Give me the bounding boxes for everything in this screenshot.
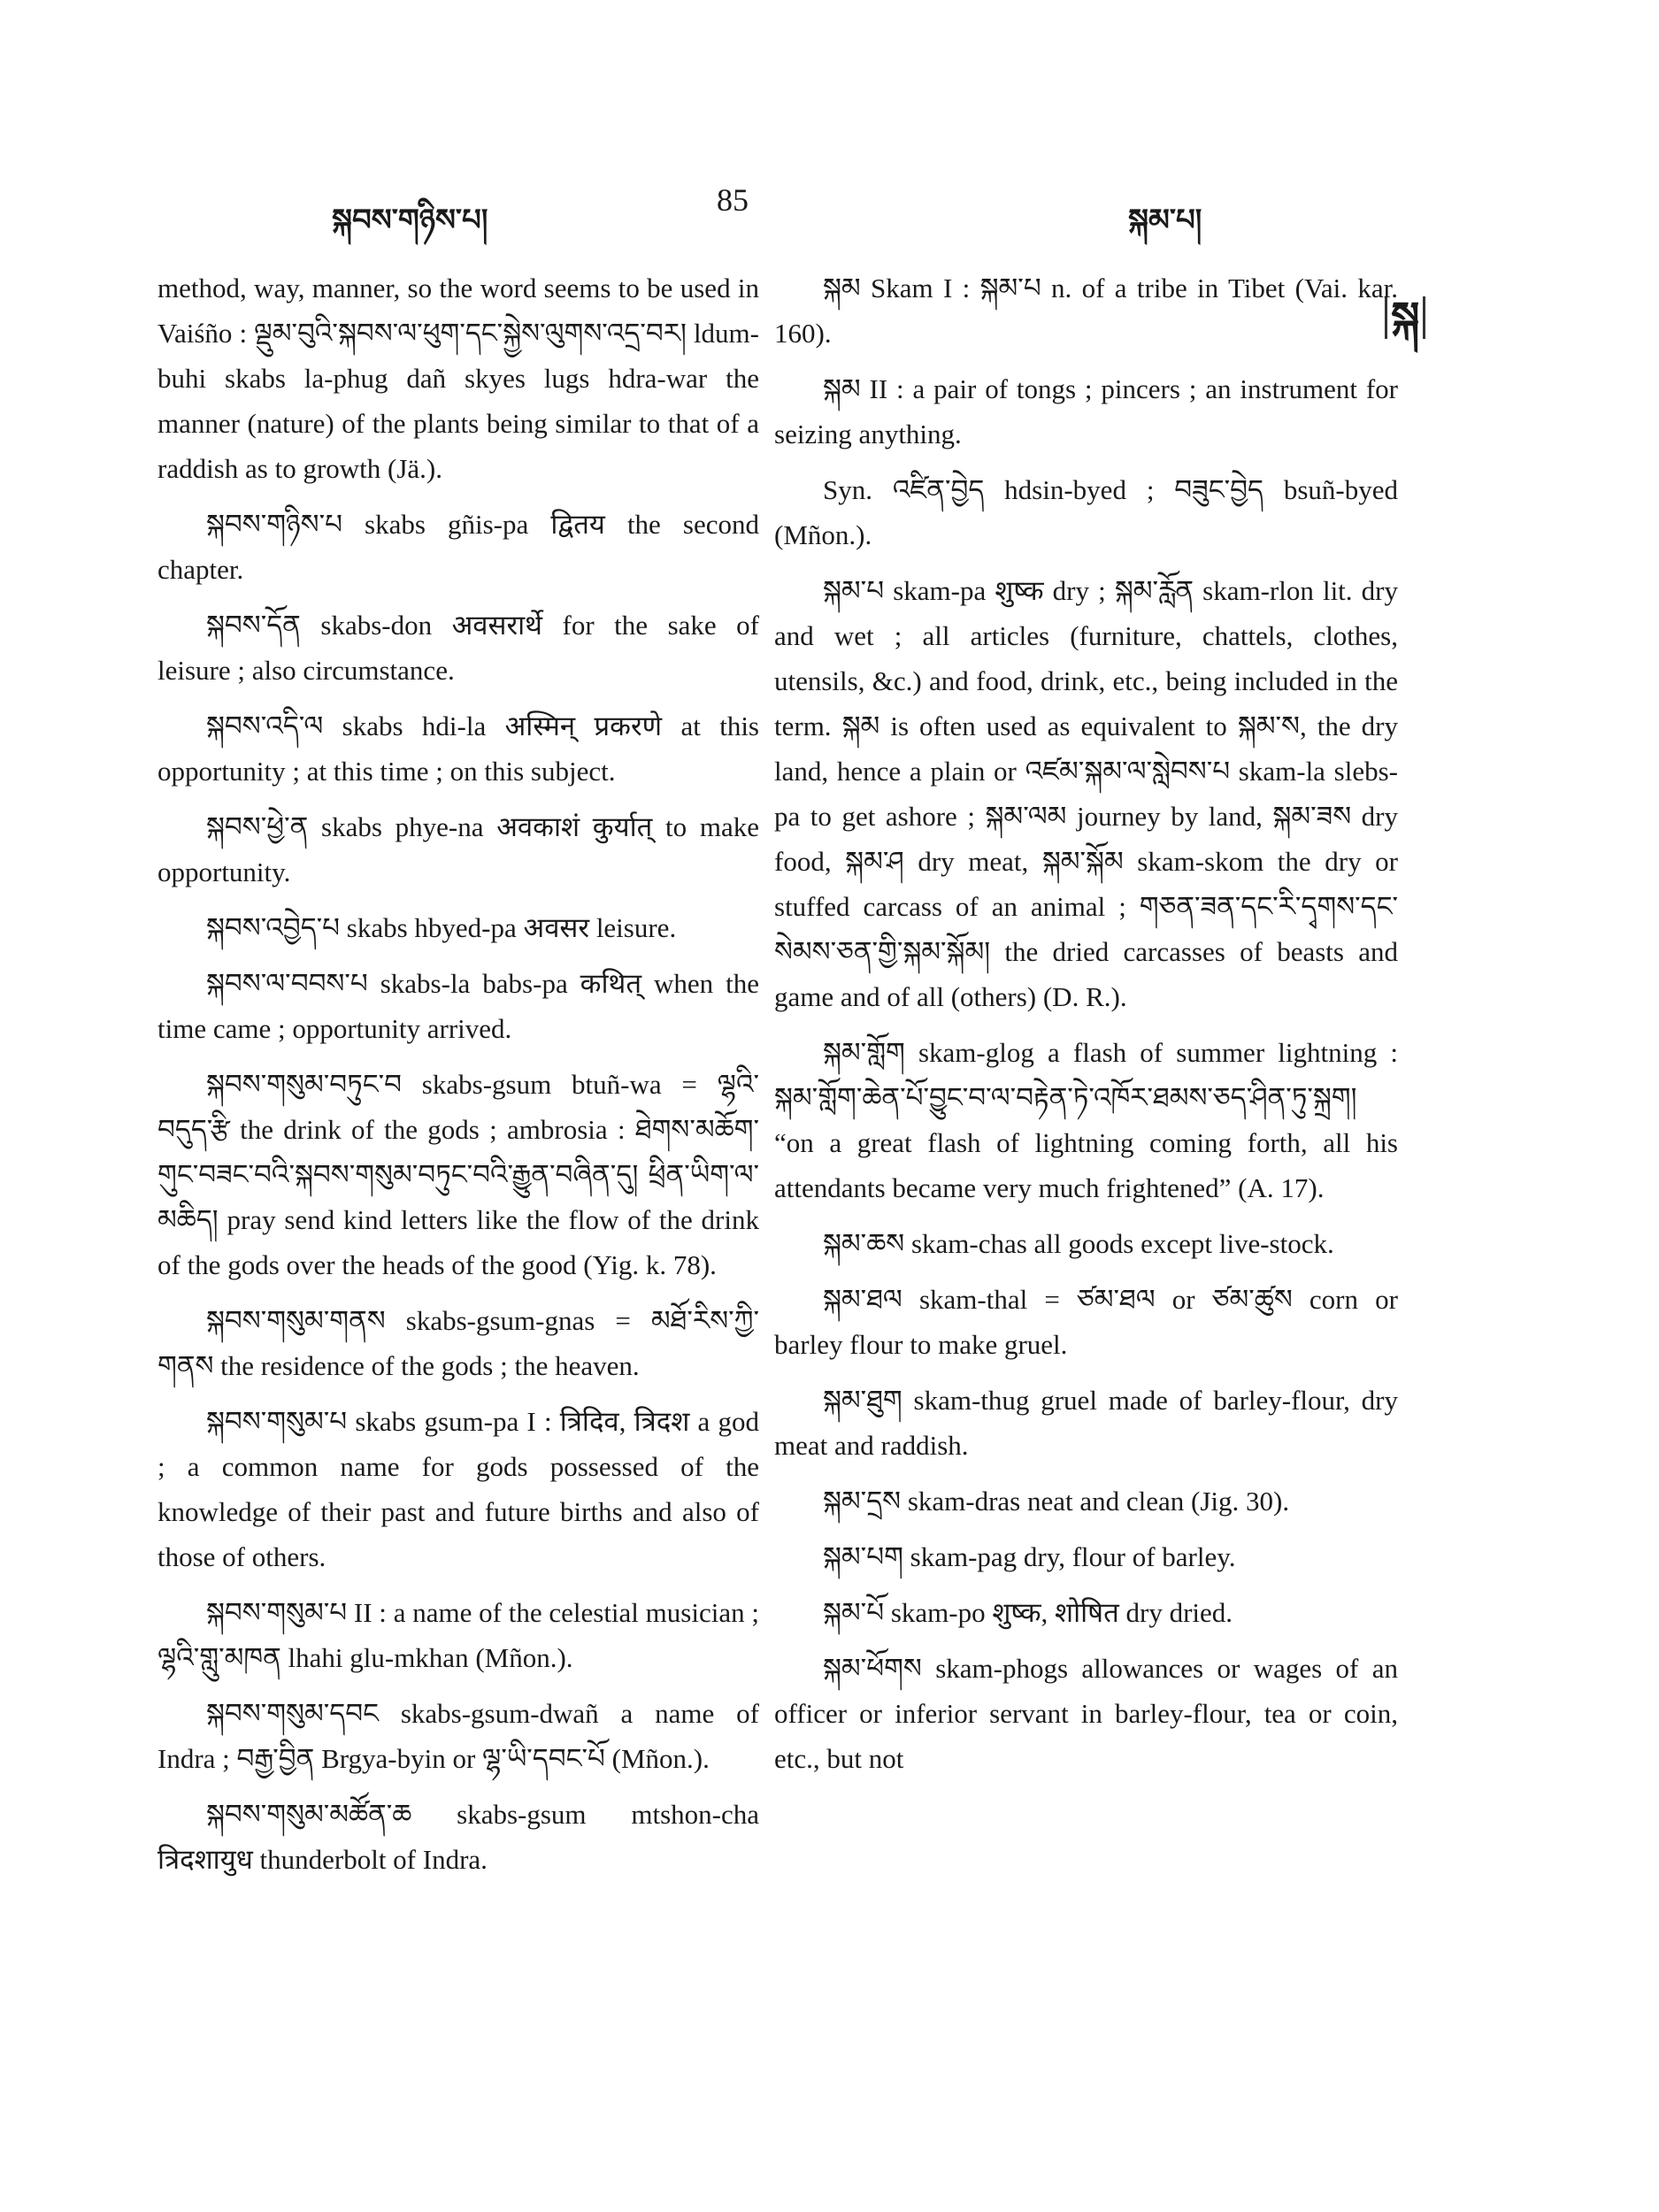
dictionary-entry: སྐབས་ལ་བབས་པ skabs-la babs-pa कथित् when the time came ; opportunity arrived.	[157, 968, 759, 1044]
dictionary-entry: སྐབས་འབྱེད་པ skabs hbyed-pa अवसर leisure.	[206, 912, 677, 943]
dictionary-entry: སྐབས་གཉིས་པ skabs gñis-pa द्वितय the second chapter.	[157, 509, 759, 585]
running-head-right: སྐམ་པ།	[1128, 203, 1202, 238]
dictionary-entry: སྐམ་ཐུག skam-thug gruel made of barley-flour, dry meat and raddish.	[774, 1385, 1398, 1461]
dictionary-entry: Syn. འཛིན་བྱེད hdsin-byed ; བཟུང་བྱེད bsuñ-byed (Mñon.).	[774, 474, 1398, 550]
page-number: 85	[717, 182, 749, 218]
dictionary-entry: སྐམ II : a pair of tongs ; pincers ; an instrument for seizing anything.	[774, 373, 1398, 449]
dictionary-entry: སྐབས་དོན skabs-don अवसरार्थे for the sake of leisure ; also circumstance.	[157, 610, 759, 686]
thumb-index-tab: སྐ	[1385, 296, 1425, 339]
right-column	[774, 265, 1398, 1792]
running-head-left: སྐབས་གཉིས་པ།	[332, 203, 488, 238]
dictionary-entry: སྐབས་ཕྱེ་ན skabs phye-na अवकाशं कुर्यात् to make opportunity.	[157, 811, 759, 887]
dictionary-entry: སྐམ Skam I : སྐམ་པ n. of a tribe in Tibet (Vai. kar. 160).	[774, 273, 1398, 349]
dictionary-entry: སྐམ་དྲས skam-dras neat and clean (Jig. 30).	[823, 1486, 1290, 1517]
dictionary-entry: སྐམ་གློག skam-glog a flash of summer lightning : སྐམ་གློག་ཆེན་པོ་བྱུང་བ་ལ་བརྟེན་ཏེ་འཁོར་ཐམས་ཅད་ཤིན་ཏུ་སྐྲག། “on a great flash of lightning coming forth, all his attendants became very much frightened” (A. 17).	[774, 1037, 1398, 1203]
dictionary-entry: སྐམ་ཕོགས skam-phogs allowances or wages of an officer or inferior servant in barley-flour, tea or coin, etc., but not	[774, 1653, 1398, 1774]
dictionary-entry: སྐབས་གསུམ་བཏུང་བ skabs-gsum btuñ-wa = ལྷའི་བདུད་རྩི the drink of the gods ; ambrosia : ཐེགས་མཆོག་གུང་བཟང་བའི་སྐབས་གསུམ་བཏུང་བའི་རྒྱུན་བཞིན་དུ། ཕྲིན་ཡིག་ལ་མཆིད། pray send kind letters like the flow of the drink of the gods over the heads of the good (Yig. k. 78).	[157, 1069, 759, 1280]
dictionary-entry: སྐམ་ཐལ skam-thal = ཙམ་ཐལ or ཙམ་ཚུས corn or barley flour to make gruel.	[774, 1284, 1398, 1360]
dictionary-entry: སྐམ་པ skam-pa शुष्क dry ; སྐམ་རློན skam-rlon lit. dry and wet ; all articles (furniture, chattels, clothes, utensils, &c.) and food, drink, etc., being included in the term. སྐམ is often used as equivalent to སྐམ་ས, the dry land, hence a plain or འཛམ་སྐམ་ལ་སླེབས་པ skam-la slebs-pa to get ashore ; སྐམ་ལམ journey by land, སྐམ་ཟས dry food, སྐམ་ཤ dry meat, སྐམ་སྐོམ skam-skom the dry or stuffed carcass of an animal ; གཅན་ཟན་དང་རི་དྭགས་དང་སེམས་ཅན་གྱི་སྐམ་སྐོམ། the dried carcasses of beasts and game and of all (others) (D. R.).	[774, 575, 1398, 1012]
dictionary-entry: སྐབས་གསུམ་མཚོན་ཆ skabs-gsum mtshon-cha त्रिदशायुध thunderbolt of Indra.	[157, 1799, 759, 1875]
left-column	[157, 265, 759, 1893]
dictionary-entry: སྐབས་གསུམ་པ skabs gsum-pa I : त्रिदिव, त्रिदश a god ; a common name for gods possessed of the knowledge of their past and future births and also of those of others.	[157, 1406, 759, 1572]
continuation-paragraph: method, way, manner, so the word seems to be used in Vaiśño : ལྡུམ་བུའི་སྐབས་ལ་ཕུག་དང་སྐྱེས་ལུགས་འདྲ་བར། ldum-buhi skabs la-phug dañ skyes lugs hdra-war the manner (nature) of the plants being similar to that of a raddish as to growth (Jä.).	[157, 273, 759, 484]
dictionary-entry: སྐབས་གསུམ་པ II : a name of the celestial musician ; ལྷའི་གླུ་མཁན lhahi glu-mkhan (Mñon.).	[157, 1597, 759, 1673]
dictionary-entry: སྐབས་འདི་ལ skabs hdi-la अस्मिन् प्रकरणे at this opportunity ; at this time ; on this subject.	[157, 710, 759, 787]
dictionary-entry: སྐབས་གསུམ་དབང skabs-gsum-dwañ a name of Indra ; བརྒྱ་བྱིན Brgya-byin or ལྷ་ཡི་དབང་པོ (Mñon.).	[157, 1698, 759, 1774]
dictionary-entry: སྐབས་གསུམ་གནས skabs-gsum-gnas = མཐོ་རིས་ཀྱི་གནས the residence of the gods ; the heaven.	[157, 1305, 759, 1381]
dictionary-entry: སྐམ་པག skam-pag dry, flour of barley.	[823, 1541, 1236, 1572]
dictionary-entry: སྐམ་པོ skam-po शुष्क, शोषित dry dried.	[823, 1597, 1233, 1628]
dictionary-entry: སྐམ་ཆས skam-chas all goods except live-stock.	[823, 1228, 1334, 1259]
